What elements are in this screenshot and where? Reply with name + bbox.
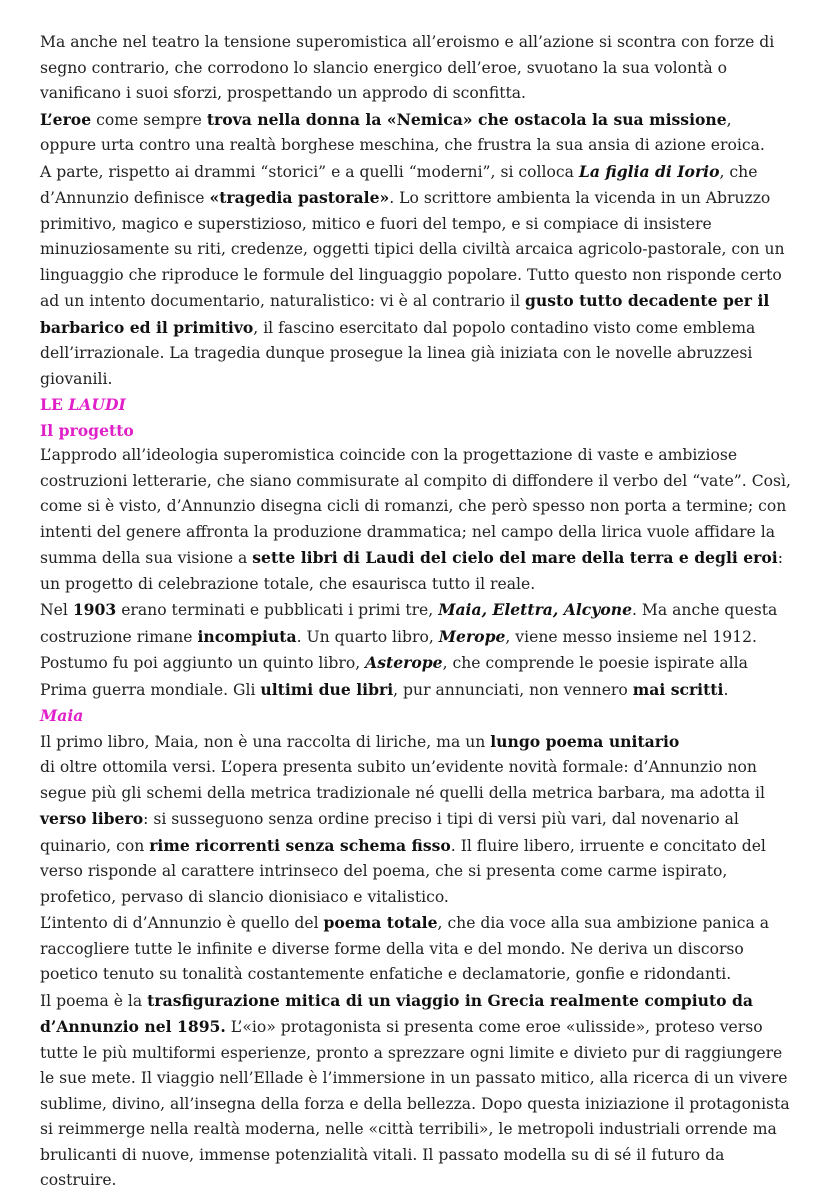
text: Il poema è la	[40, 991, 148, 1010]
bold-text: ultimi due libri	[260, 679, 394, 699]
bold-text: «tragedia pastorale»	[209, 188, 390, 207]
text: , il fascino esercitato dal popolo contadino visto come emblema dell’irrazionale. La tragedia dunque prosegue la linea già iniziata con le novelle abruzzesi giovanili.	[40, 318, 756, 388]
bold-italic-title: La figlia di Iorio	[578, 161, 720, 181]
text: Nel	[40, 601, 73, 619]
bold-text: incompiuta	[197, 626, 297, 646]
text: : si susseguono senza ordine preciso i tipi di versi più vari, dal novenario al quinario, con	[40, 810, 739, 855]
text: .	[723, 680, 729, 699]
bold-text: lungo poema unitario	[490, 731, 680, 751]
bold-text: poema totale	[323, 913, 438, 932]
text: L’approdo all’ideologia superomistica coincide con la progettazione di vaste e ambiziose costruzioni letterarie, che siano commisurate al compito di diffondere il verbo del “vate”. Così, come si è visto, d’Annunzio disegna cicli di romanzi, che però spesso non porta a termine; con intenti del genere affronta la produzione drammatica; nel campo della lirica vuole affidare la summa della sua visione a	[40, 446, 791, 567]
bold-text: mai scritti	[632, 679, 724, 699]
bold-text: verso libero	[40, 809, 144, 828]
bold-text: gusto tutto decadente per il barbarico ed il primitivo	[40, 291, 770, 337]
paragraph-progetto	[40, 443, 792, 597]
text: . Ma anche questa costruzione rimane	[40, 601, 778, 646]
paragraph-maia-verso	[40, 755, 792, 910]
text: , pur annunciati, non vennero	[393, 680, 633, 699]
bold-italic-title: Asterope	[365, 653, 443, 672]
text: A parte, rispetto ai drammi “storici” e a quelli “moderni”, si colloca	[40, 162, 579, 181]
text: , viene messo insieme nel 1912. Postumo fu poi aggiunto un quinto libro,	[40, 627, 757, 672]
bold-italic-title: Maia, Elettra, Alcyone	[438, 600, 632, 619]
text: . Il fluire libero, irruente e concitato del verso risponde al carattere intrinseco del poema, che si presenta come carme ispirato, profetico, pervaso di slancio dionisiaco e vitalistico.	[40, 836, 766, 906]
paragraph-eroe	[40, 107, 792, 159]
section-heading-laudi	[40, 392, 792, 418]
paragraph-poema-totale	[40, 910, 792, 988]
text: erano terminati e pubblicati i primi tre,	[116, 601, 439, 619]
heading-text: LE	[40, 395, 69, 414]
paragraph-teatro-intro	[40, 30, 792, 107]
text: , che d’Annunzio definisce	[40, 162, 758, 207]
text: come sempre	[91, 110, 207, 129]
text: Il primo libro, Maia, non è una raccolta di liriche, ma un	[40, 732, 491, 751]
text: L’«io» protagonista si presenta come eroe «ulisside», proteso verso tutte le più multiformi esperienze, pronto a sprezzare ogni limite e divieto pur di raggiungere le sue mete. Il viaggio nell’Ellade è l’immersione in un passato mitico, alla ricerca di un vivere sublime, divino, all’insegna della forza e della bellezza. Dopo questa iniziazione il protagonista si reimmerge nella realtà moderna, nelle «città terribili», le metropoli industriali orrende ma brulicanti di nuove, immense potenzialità vitali. Il passato modella su di sé il futuro da costruire.	[40, 1018, 790, 1189]
text: : un progetto di celebrazione totale, che esaurisca tutto il reale.	[40, 549, 783, 593]
paragraph-figlia-di-iorio	[40, 159, 792, 393]
text: L’intento di d’Annunzio è quello del	[40, 914, 324, 932]
bold-text: sette libri di Laudi del cielo del mare della terra e degli eroi	[252, 548, 778, 567]
paragraph-viaggio-grecia	[40, 988, 792, 1194]
bold-text: L’eroe	[40, 109, 92, 129]
heading-italic-text: LAUDI	[68, 395, 126, 414]
text: , oppure urta contro una realtà borghese meschina, che frustra la sua ansia di azione eroica.	[40, 110, 765, 154]
subsection-heading-progetto: Il progetto	[40, 420, 134, 440]
paragraph-libri	[40, 597, 792, 703]
bold-text: trasfigurazione mitica di un viaggio in Grecia realmente compiuto da d’Annunzio nel 1895.	[40, 990, 753, 1036]
bold-italic-title: Merope	[438, 626, 506, 646]
bold-text: trova nella donna la «Nemica» che ostacola la sua missione	[206, 109, 727, 129]
paragraph-maia-intro	[40, 729, 792, 756]
subsection-heading-maia: Maia	[40, 706, 84, 725]
text: , che dia voce alla sua ambizione panica a raccogliere tutte le infinite e diverse forme della vita e del mondo. Ne deriva un discorso poetico tenuto su tonalità costantemente enfatiche e declamatorie, gonfie e ridondanti.	[40, 914, 770, 983]
text: di oltre ottomila versi. L’opera presenta subito un’evidente novità formale: d’Annunzio non segue più gli schemi della metrica tradizionale né quelli della metrica barbara, ma adotta il	[40, 758, 765, 802]
text: . Lo scrittore ambienta la vicenda in un Abruzzo primitivo, magico e superstizioso, mitico e fuori del tempo, e si compiace di insistere minuziosamente su riti, credenze, oggetti tipici della civiltà arcaica agricolo-pastorale, con un linguaggio che riproduce le formule del linguaggio popolare. Tutto questo non risponde certo ad un intento documentario, naturalistico: vi è al contrario il	[40, 189, 785, 310]
bold-text: rime ricorrenti senza schema fisso	[149, 835, 451, 855]
text: Ma anche nel teatro la tensione superomistica all’eroismo e all’azione si scontra con forze di segno contrario, che corrodono lo slancio energico dell’eroe, svuotano la sua volontà o vanificano i suoi sforzi, prospettando un approdo di sconfitta.	[40, 33, 775, 102]
text: . Un quarto libro,	[296, 627, 439, 646]
bold-text: 1903	[72, 600, 117, 619]
text: , che comprende le poesie ispirate alla Prima guerra mondiale. Gli	[40, 654, 748, 699]
